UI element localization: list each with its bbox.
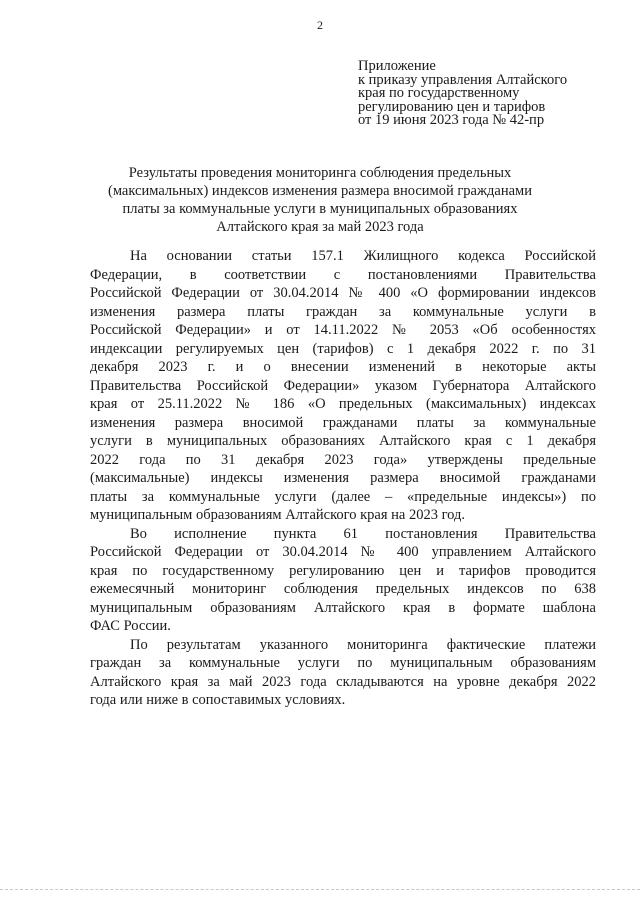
text-line: Российской Федерации» и от 14.11.2022 № 2053 «Об особенностях	[90, 322, 596, 338]
text-line: индексации регулируемых цен (тарифов) с 1 декабря 2022 г. по 31	[90, 340, 596, 357]
appendix-line: регулированию цен и тарифов	[358, 98, 546, 115]
text-line: ФАС России.	[90, 618, 171, 634]
text-line: декабря 2023 г. и о внесении изменений в некоторые акты	[90, 359, 596, 375]
text-line: Российской Федерации от 30.04.2014 № 400 управлением Алтайского	[90, 544, 596, 560]
text-line: платы за коммунальные услуги (далее – «предельные индексы») по	[90, 488, 596, 505]
text-line: края от 25.11.2022 № 186 «О предельных (максимальных) индексах	[90, 396, 596, 412]
page-number: 2	[317, 18, 323, 32]
document-body	[90, 247, 596, 710]
text-line: Во исполнение пункта 61 постановления Правительства	[130, 525, 596, 542]
text-line: Федерации, в соответствии с постановлениями Правительства	[90, 266, 596, 283]
paragraph-legal-basis	[90, 247, 596, 525]
title-line: платы за коммунальные услуги в муниципальных образованиях	[122, 201, 518, 217]
paragraph-results	[90, 636, 596, 710]
text-line: муниципальным образованиям Алтайского края в формате шаблона	[90, 599, 596, 616]
page-bottom-divider	[0, 889, 640, 890]
text-line: граждан за коммунальные услуги по муниципальным образованиям	[90, 655, 596, 671]
title-line: (максимальных) индексов изменения размера вносимой гражданами	[108, 183, 532, 199]
title-line: Результаты проведения мониторинга соблюдения предельных	[128, 165, 512, 181]
text-line: изменения размера платы граждан за коммунальные услуги в	[90, 303, 596, 320]
text-line: края по государственному регулированию цен и тарифов проводится	[90, 562, 596, 579]
text-line: ежемесячный мониторинг соблюдения предельных индексов по 638	[90, 581, 596, 597]
text-line: года или ниже в сопоставимых условиях.	[90, 692, 346, 708]
text-line: По результатам указанного мониторинга фактические платежи	[130, 636, 596, 653]
paragraph-monitoring	[90, 525, 596, 636]
appendix-line: Приложение	[358, 58, 436, 74]
appendix-line: края по государственному	[358, 85, 520, 101]
appendix-header	[358, 60, 567, 128]
text-line: изменения размера вносимой гражданами платы за коммунальные	[90, 414, 596, 431]
text-line: (максимальные) индексы изменения размера вносимой гражданами	[90, 470, 596, 486]
text-line: Правительства Российской Федерации» указом Губернатора Алтайского	[90, 377, 596, 394]
text-line: Российской Федерации от 30.04.2014 № 400 «О формировании индексов	[90, 285, 596, 301]
text-line: 2022 года по 31 декабря 2023 года» утверждены предельные	[90, 451, 596, 468]
appendix-line: к приказу управления Алтайского	[358, 71, 568, 88]
text-line: Алтайского края за май 2023 года складываются на уровне декабря 2022	[90, 673, 596, 690]
title-line: Алтайского края за май 2023 года	[216, 219, 424, 235]
document-title	[70, 164, 570, 236]
text-line: На основании статьи 157.1 Жилищного кодекса Российской	[130, 248, 596, 264]
text-line: муниципальным образованиям Алтайского края на 2023 год.	[90, 507, 465, 523]
appendix-line: от 19 июня 2023 года № 42-пр	[358, 112, 545, 128]
text-line: услуги в муниципальных образованиях Алтайского края с 1 декабря	[90, 433, 596, 449]
